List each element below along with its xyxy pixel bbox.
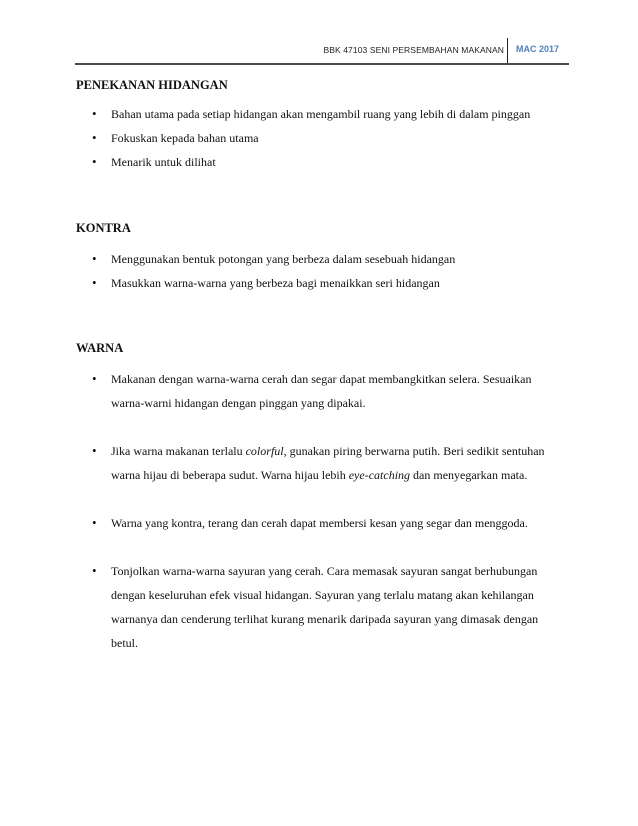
- section-list-warna: [76, 367, 566, 655]
- list-item-emphasis: eye-catching: [348, 468, 411, 482]
- list-item: • Makanan dengan warna-warna cerah dan segar dapat membangkitkan selera. Sesuaikan warna-warni hidangan dengan pinggan yang dipakai.: [76, 367, 566, 415]
- document-body: [76, 78, 566, 655]
- list-item-emphasis: colorful: [245, 444, 284, 458]
- section-list-kontra: [76, 247, 566, 295]
- list-item: • Tonjolkan warna-warna sayuran yang cerah. Cara memasak sayuran sangat berhubungan dengan keseluruhan efek visual hidangan. Sayuran yang terlalu matang akan kehilangan warnanya dan cenderung terlihat kurang menarik daripada sayuran yang dimasak dengan betul.: [76, 559, 566, 655]
- section-heading-penekanan: PENEKANAN HIDANGAN: [76, 78, 228, 92]
- list-item-text: Jika warna makanan terlalu: [111, 444, 246, 458]
- page-header: [0, 38, 638, 64]
- section-heading-warna: WARNA: [76, 341, 124, 355]
- section-heading-kontra: KONTRA: [76, 221, 131, 235]
- header-rule: [75, 63, 569, 65]
- list-item: • Masukkan warna-warna yang berbeza bagi menaikkan seri hidangan: [76, 271, 566, 295]
- list-item: • Warna yang kontra, terang dan cerah dapat membersi kesan yang segar dan menggoda.: [76, 511, 566, 535]
- list-item-text: dan menyegarkan mata.: [410, 468, 528, 482]
- header-separator: [507, 38, 508, 64]
- list-item: • Menggunakan bentuk potongan yang berbeza dalam sesebuah hidangan: [76, 247, 566, 271]
- list-item: • Bahan utama pada setiap hidangan akan mengambil ruang yang lebih di dalam pinggan: [76, 102, 566, 126]
- header-date: MAC 2017: [516, 44, 560, 54]
- header-course-title: BBK 47103 SENI PERSEMBAHAN MAKANAN: [323, 45, 504, 55]
- list-item: • Menarik untuk dilihat: [76, 150, 566, 174]
- list-item: [76, 439, 566, 487]
- list-item: • Fokuskan kepada bahan utama: [76, 126, 566, 150]
- section-list-penekanan: [76, 102, 566, 174]
- list-item-text: , gunakan piring berwarna putih. Beri sedikit sentuhan warna hijau di beberapa sudut. Warna hijau lebih: [111, 444, 545, 482]
